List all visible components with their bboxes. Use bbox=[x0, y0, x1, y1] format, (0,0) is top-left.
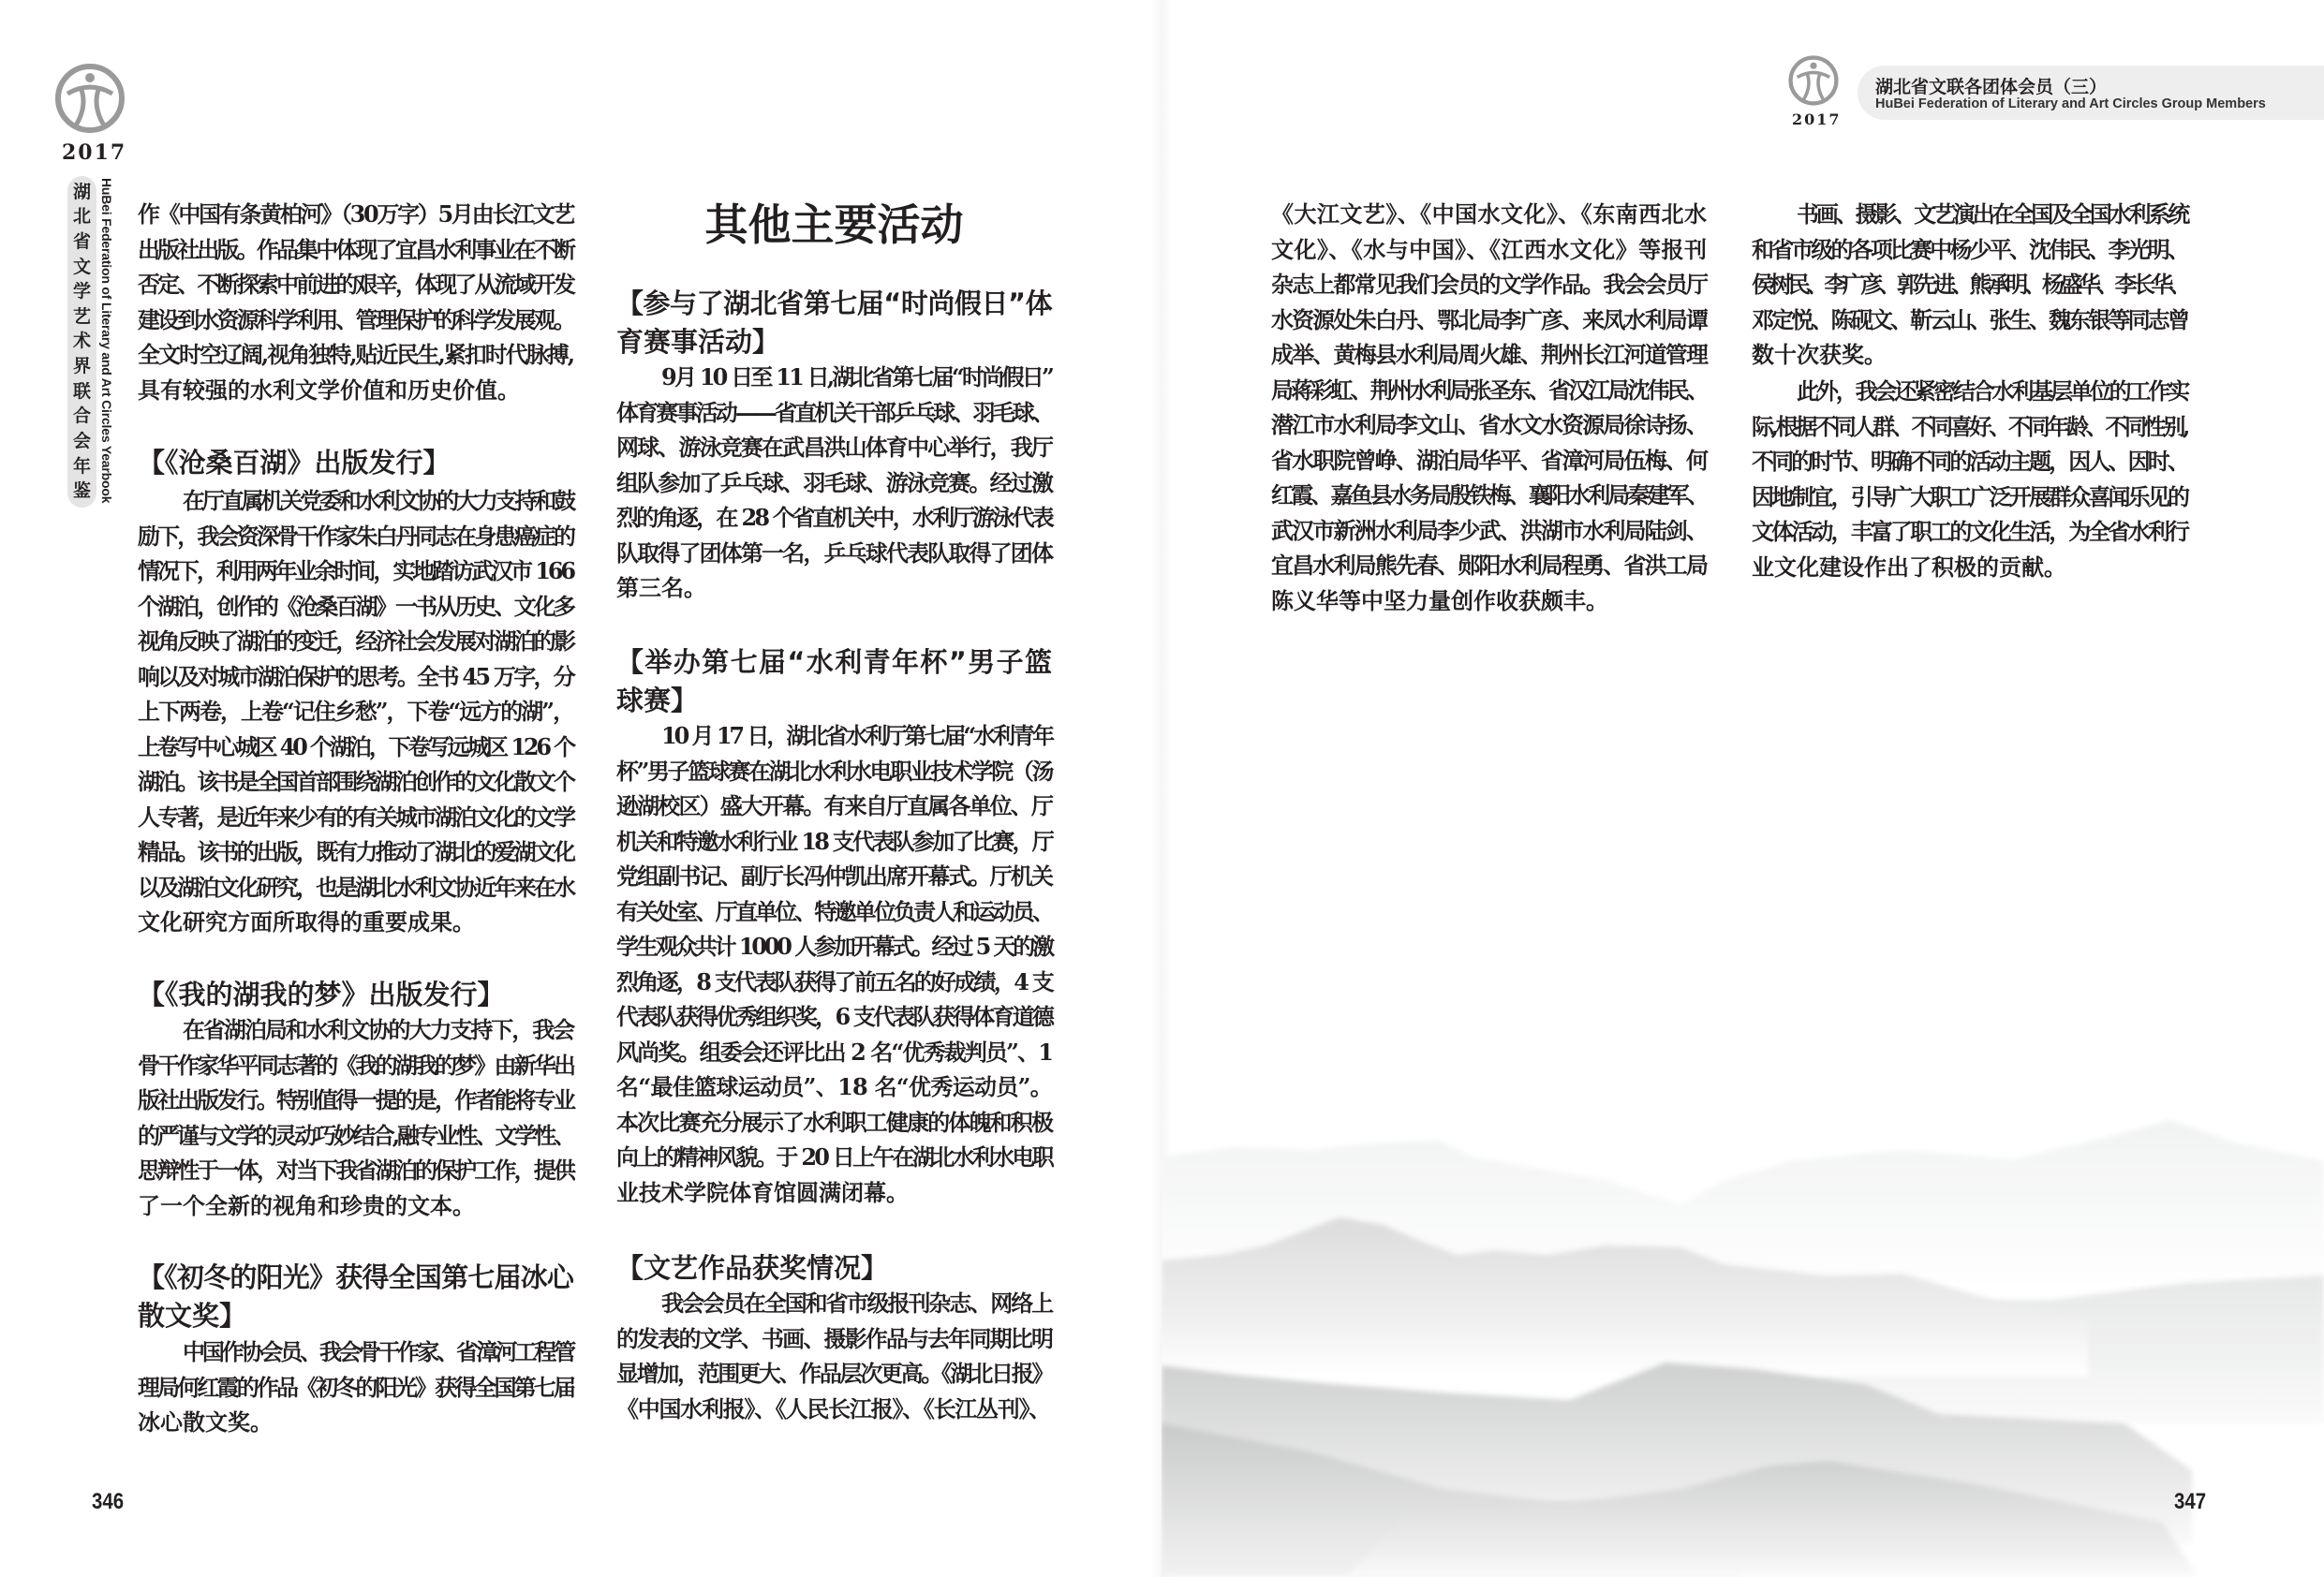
vertical-title-char: 北 bbox=[72, 206, 91, 228]
text-line: 武汉市新洲水利局李少武、洪湖市水利局陆剑、 bbox=[1271, 516, 1707, 544]
text-line: 局蒋彩虹、荆州水利局张圣东、省汉江局沈伟民、 bbox=[1271, 376, 1707, 404]
text-line: 【文艺作品获奖情况】 bbox=[616, 1252, 889, 1284]
text-line: 【参与了湖北省第七届“时尚假日”体 bbox=[616, 287, 1052, 319]
text-line: 文化》、《水与中国》、《江西水文化》等报刊 bbox=[1271, 235, 1707, 263]
vertical-title-char: 省 bbox=[72, 231, 91, 253]
text-line: 因地制宜，引导广大职工广泛开展群众喜闻乐见的 bbox=[1752, 482, 2187, 510]
text-line: 响以及对城市湖泊保护的思考。全书 45 万字，分 bbox=[138, 662, 573, 690]
text-line: 潜江市水利局李文山、省水文水资源局徐诗扬、 bbox=[1271, 411, 1707, 438]
paragraph bbox=[138, 1012, 573, 1223]
text-line: 上下两卷，上卷“记住乡愁”，下卷“远方的湖”， bbox=[138, 698, 573, 725]
paragraph bbox=[616, 360, 1052, 606]
text-line: 省水职院曾峥、湖泊局华平、省漳河局伍梅、何 bbox=[1271, 446, 1707, 474]
text-line: 水资源处朱白丹、鄂北局李广彦、来凤水利局谭 bbox=[1271, 305, 1707, 333]
text-line: 否定、不断探索中前进的艰辛，体现了从流域开发 bbox=[138, 271, 573, 298]
paragraph bbox=[616, 718, 1052, 1210]
text-line: 网球、游泳竞赛在武昌洪山体育中心举行，我厅 bbox=[616, 434, 1052, 461]
vertical-title-char: 艺 bbox=[72, 305, 91, 327]
text-line: 我会会员在全国和省市级报刊杂志、网络上 bbox=[661, 1290, 1052, 1317]
text-line: 烈的角逐，在 28 个省直机关中，水利厅游泳代表 bbox=[616, 504, 1052, 531]
text-line: 育赛事活动】 bbox=[616, 326, 780, 358]
vertical-title-char: 会 bbox=[72, 430, 91, 451]
text-line: 作《中国有条黄柏河》（30万字）5月由长江文艺 bbox=[138, 200, 573, 228]
text-line: 《中国水利报》、《人民长江报》、《长江丛刊》、 bbox=[616, 1394, 1050, 1422]
text-line: 名“最佳篮球运动员”、18 名“优秀运动员”。 bbox=[616, 1073, 1052, 1100]
text-line: 在省湖泊局和水利文协的大力支持下，我会 bbox=[183, 1016, 573, 1043]
text-line: 有关处室、厅直单位、特邀单位负责人和运动员、 bbox=[616, 897, 1052, 925]
text-line: 杂志上都常见我们会员的文学作品。我会会员厅 bbox=[1271, 271, 1707, 298]
text-line: 【《初冬的阳光》获得全国第七届冰心 bbox=[138, 1261, 573, 1293]
text-line: 的发表的文学、书画、摄影作品与去年同期比明 bbox=[616, 1324, 1052, 1352]
federation-logo-icon bbox=[53, 62, 126, 135]
text-line: 全文时空辽阔,视角独特,贴近民生,紧扣时代脉搏, bbox=[138, 341, 573, 368]
vertical-title-char: 联 bbox=[72, 380, 91, 402]
section-heading bbox=[138, 444, 573, 482]
section-heading bbox=[138, 1259, 573, 1335]
paragraph bbox=[1752, 197, 2187, 373]
vertical-title-english: HuBei Federation of Literary and Art Circles Yearbook bbox=[99, 178, 114, 504]
text-line: 不同的时节、明确不同的活动主题，因人、因时、 bbox=[1752, 448, 2187, 475]
section-heading bbox=[616, 1249, 1052, 1288]
vertical-title-char: 界 bbox=[72, 356, 91, 377]
text-line: 《大江文艺》、《中国水文化》、《东南西北水 bbox=[1271, 200, 1707, 228]
text-line: 书画、摄影、文艺演出在全国及全国水利系统 bbox=[1797, 200, 2187, 228]
text-line: 党组副书记、副厅长冯仲凯出席开幕式。厅机关 bbox=[616, 862, 1052, 890]
text-line: 文化研究方面所取得的重要成果。 bbox=[138, 908, 475, 936]
text-line: 显增加，范围更大、作品层次更高。《湖北日报》 bbox=[616, 1360, 1052, 1387]
text-line: 精品。该书的出版，既有力推动了湖北的爱湖文化 bbox=[138, 838, 573, 865]
text-line: 【举办第七届“水利青年杯”男子篮 bbox=[616, 646, 1052, 678]
text-line: 际,根据不同人群、不同喜好、不同年龄、不同性别, bbox=[1752, 412, 2187, 440]
vertical-title-char: 合 bbox=[72, 405, 91, 427]
page-title: 其他主要活动 bbox=[704, 199, 964, 250]
vertical-title-char: 文 bbox=[72, 256, 91, 277]
text-line: 陈义华等中坚力量创作收获颇丰。 bbox=[1271, 586, 1608, 614]
vertical-title-char: 湖 bbox=[72, 181, 91, 202]
section-heading bbox=[138, 976, 573, 1014]
text-line: 学生观众共计 1000 人参加开幕式。经过 5 天的激 bbox=[616, 933, 1052, 960]
text-line: 机关和特邀水利行业 18 支代表队参加了比赛，厅 bbox=[616, 827, 1052, 855]
text-line: 在厅直属机关党委和水利文协的大力支持和鼓 bbox=[183, 487, 573, 514]
text-line: 业文化建设作出了积极的贡献。 bbox=[1752, 553, 2066, 581]
text-line: 组队参加了乒乓球、羽毛球、游泳竞赛。经过激 bbox=[616, 468, 1052, 496]
text-line: 骨干作家华平同志著的《我的湖我的梦》由新华出 bbox=[138, 1051, 573, 1079]
text-line: 文体活动，丰富了职工的文化生活，为全省水利行 bbox=[1752, 518, 2187, 545]
text-line: 成举、黄梅县水利局周火雄、荆州长江河道管理 bbox=[1271, 341, 1707, 368]
paragraph bbox=[138, 197, 573, 407]
text-line: 代表队获得优秀组织奖，6 支代表队获得体育道德 bbox=[616, 1003, 1052, 1030]
text-line: 杯”男子篮球赛在湖北水利水电职业技术学院（汤 bbox=[616, 757, 1052, 785]
text-line: 向上的精神风貌。于 20 日上午在湖北水利水电职 bbox=[616, 1143, 1052, 1171]
text-line: 中国作协会员、我会骨干作家、省漳河工程管 bbox=[183, 1338, 573, 1365]
text-line: 理局何红霞的作品《初冬的阳光》获得全国第七届 bbox=[138, 1373, 573, 1401]
text-line: 【《沧桑百湖》出版发行】 bbox=[138, 447, 451, 479]
vertical-title bbox=[67, 176, 96, 508]
text-line: 第三名。 bbox=[616, 574, 706, 601]
text-line: 【《我的湖我的梦》出版发行】 bbox=[138, 979, 505, 1010]
text-line: 以及湖泊文化研究，也是湖北水利文协近年来在水 bbox=[138, 873, 573, 901]
text-line: 情况下，利用两年业余时间，实地踏访武汉市 166 bbox=[138, 557, 573, 584]
text-line: 风尚奖。组委会还评比出 2 名“优秀裁判员”、1 bbox=[616, 1038, 1052, 1066]
text-line: 冰心散文奖。 bbox=[138, 1408, 273, 1436]
text-line: 侯树民、李广彦、郭先进、熊承明、杨盛华、李长华、 bbox=[1752, 271, 2187, 298]
paragraph bbox=[1752, 374, 2187, 584]
text-line: 建设到水资源科学利用、管理保护的科学发展观。 bbox=[138, 305, 573, 333]
text-line: 具有较强的水利文学价值和历史价值。 bbox=[138, 376, 520, 404]
header-title: 湖北省文联各团体会员（三） bbox=[1875, 77, 2108, 97]
text-line: 湖泊。该书是全国首部围绕湖泊创作的文化散文个 bbox=[138, 768, 573, 795]
vertical-title-char: 学 bbox=[72, 281, 91, 302]
section-heading bbox=[616, 285, 1052, 361]
text-line: 的严谨与文学的灵动巧妙结合,融专业性、文学性、 bbox=[138, 1121, 573, 1149]
text-line: 业技术学院体育馆圆满闭幕。 bbox=[616, 1178, 909, 1206]
text-line: 邓定悦、陈砚文、靳云山、张生、魏东银等同志曾 bbox=[1752, 305, 2187, 333]
paragraph bbox=[138, 483, 573, 940]
mountain-landscape-illustration bbox=[1162, 983, 2324, 1577]
page-number-right: 347 bbox=[2174, 1489, 2207, 1514]
page-number-left: 346 bbox=[92, 1489, 125, 1514]
header-subtitle: HuBei Federation of Literary and Art Circles Group Members bbox=[1875, 96, 2266, 111]
text-line: 了一个全新的视角和珍贵的文本。 bbox=[138, 1191, 475, 1219]
text-line: 思辩性于一体，对当下我省湖泊的保护工作，提供 bbox=[138, 1157, 573, 1184]
text-line: 人专著，是近年来少有的有关城市湖泊文化的文学 bbox=[138, 803, 573, 831]
text-line: 9月 10 日至 11 日,湖北省第七届“时尚假日” bbox=[661, 363, 1052, 391]
text-line: 个湖泊，创作的《沧桑百湖》一书从历史、文化多 bbox=[138, 592, 573, 620]
text-line: 视角反映了湖泊的变迁，经济社会发展对湖泊的影 bbox=[138, 627, 573, 655]
text-line: 散文奖】 bbox=[138, 1300, 247, 1332]
vertical-title-char: 术 bbox=[72, 331, 91, 352]
federation-logo-icon bbox=[1787, 54, 1840, 107]
text-line: 红霞、嘉鱼县水务局殷铁梅、襄阳水利局秦建军、 bbox=[1271, 481, 1707, 508]
text-line: 球赛】 bbox=[616, 685, 699, 716]
text-line: 励下，我会资深骨干作家朱白丹同志在身患癌症的 bbox=[138, 522, 573, 550]
text-line: 宜昌水利局熊先春、郧阳水利局程勇、省洪工局 bbox=[1271, 552, 1707, 579]
section-heading bbox=[616, 643, 1052, 720]
text-line: 和省市级的各项比赛中杨少平、沈伟民、李光明、 bbox=[1752, 235, 2187, 263]
text-line: 队取得了团体第一名，乒乓球代表队取得了团体 bbox=[616, 538, 1052, 567]
paragraph bbox=[1271, 197, 1707, 618]
text-line: 本次比赛充分展示了水利职工健康的体魄和积极 bbox=[616, 1108, 1052, 1136]
paragraph bbox=[138, 1334, 573, 1440]
yearbook-year: 2017 bbox=[1792, 111, 1842, 128]
text-line: 出版社出版。作品集中体现了宜昌水利事业在不断 bbox=[138, 235, 573, 263]
text-line: 此外，我会还紧密结合水利基层单位的工作实 bbox=[1797, 377, 2187, 405]
text-line: 逊湖校区）盛大开幕。有来自厅直属各单位、厅 bbox=[616, 792, 1052, 819]
text-line: 烈角逐，8 支代表队获得了前五名的好成绩，4 支 bbox=[616, 967, 1052, 995]
text-line: 数十次获奖。 bbox=[1752, 341, 1887, 368]
text-line: 版社出版发行。特别值得一提的是，作者能将专业 bbox=[138, 1086, 573, 1113]
yearbook-year: 2017 bbox=[62, 140, 127, 165]
text-line: 上卷写中心城区 40 个湖泊，下卷写远城区 126 个 bbox=[138, 732, 573, 760]
paragraph bbox=[616, 1286, 1052, 1426]
vertical-title-char: 年 bbox=[72, 455, 91, 477]
vertical-title-char: 鉴 bbox=[72, 480, 91, 502]
text-line: 10 月 17 日，湖北省水利厅第七届“水利青年 bbox=[661, 722, 1052, 749]
text-line: 体育赛事活动——省直机关干部乒乓球、羽毛球、 bbox=[616, 398, 1052, 426]
